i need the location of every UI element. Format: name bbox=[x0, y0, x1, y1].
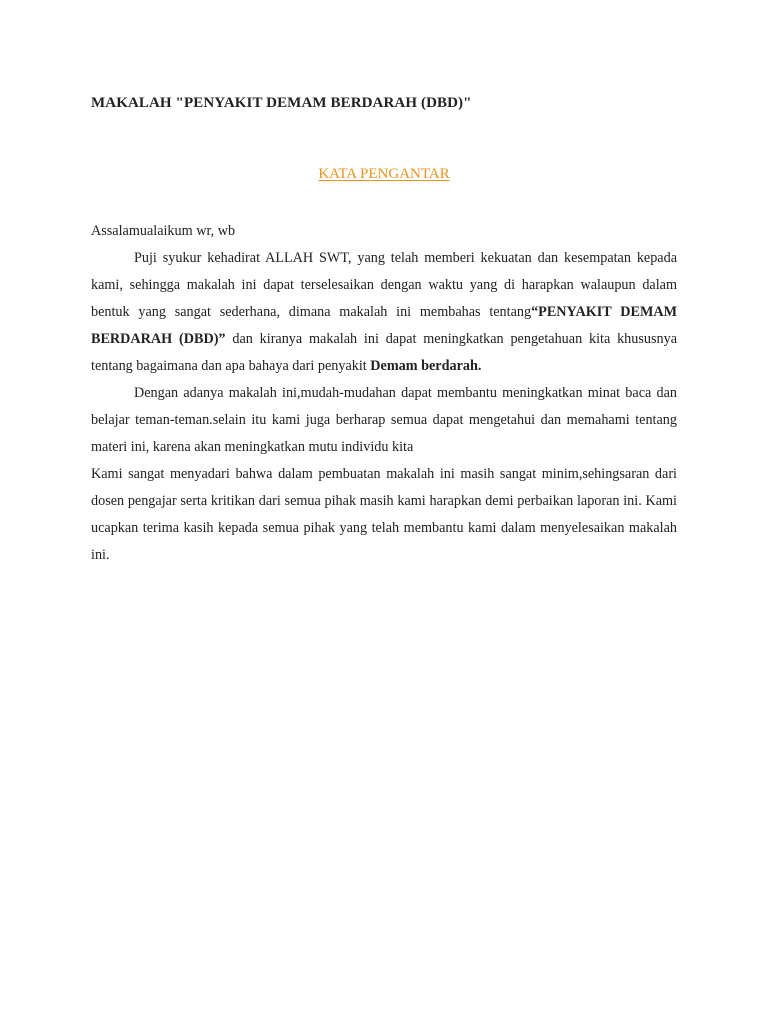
paragraph-acknowledgement: Kami sangat menyadari bahwa dalam pembuatan makalah ini masih sangat minim,sehingsaran dari dosen pengajar serta kritikan dari semua pihak masih kami harapkan demi perbaikan laporan ini. Kami ucapkan terima kasih kepada semua pihak yang telah membantu kami dalam menyelesaikan makalah ini. bbox=[91, 466, 677, 563]
paragraph-hope: Dengan adanya makalah ini,mudah-mudahan dapat membantu meningkatkan minat baca dan belajar teman-teman.selain itu kami juga berharap semua dapat mengetahui dan memahami tentang materi ini, karena akan meningkatkan mutu individu kita bbox=[91, 385, 677, 455]
section-heading-kata-pengantar: KATA PENGANTAR bbox=[318, 166, 450, 182]
paragraph-intro-bold-topic: “PENYAKIT DEMAM BERDARAH (DBD)” bbox=[91, 304, 678, 347]
paragraph-intro-text-middle: dan kiranya makalah ini dapat meningkatkan pengetahuan kita khususnya tentang bagaimana dan apa bahaya dari penyakit bbox=[91, 331, 677, 374]
document-body bbox=[91, 218, 677, 569]
paragraph-intro-text-start: Puji syukur kehadirat ALLAH SWT, yang telah memberi kekuatan dan kesempatan kepada kami, sehingga makalah ini dapat terselesaikan dengan waktu yang di harapkan walaupun dalam bentuk yang sangat sederhana, dimana makalah ini membahas tentang bbox=[91, 250, 677, 320]
greeting-line: Assalamualaikum wr, wb bbox=[91, 223, 236, 239]
paragraph-intro-bold-end: Demam berdarah. bbox=[370, 358, 482, 374]
paragraph-intro bbox=[91, 245, 677, 380]
document-title: MAKALAH "PENYAKIT DEMAM BERDARAH (DBD)" bbox=[91, 95, 472, 111]
